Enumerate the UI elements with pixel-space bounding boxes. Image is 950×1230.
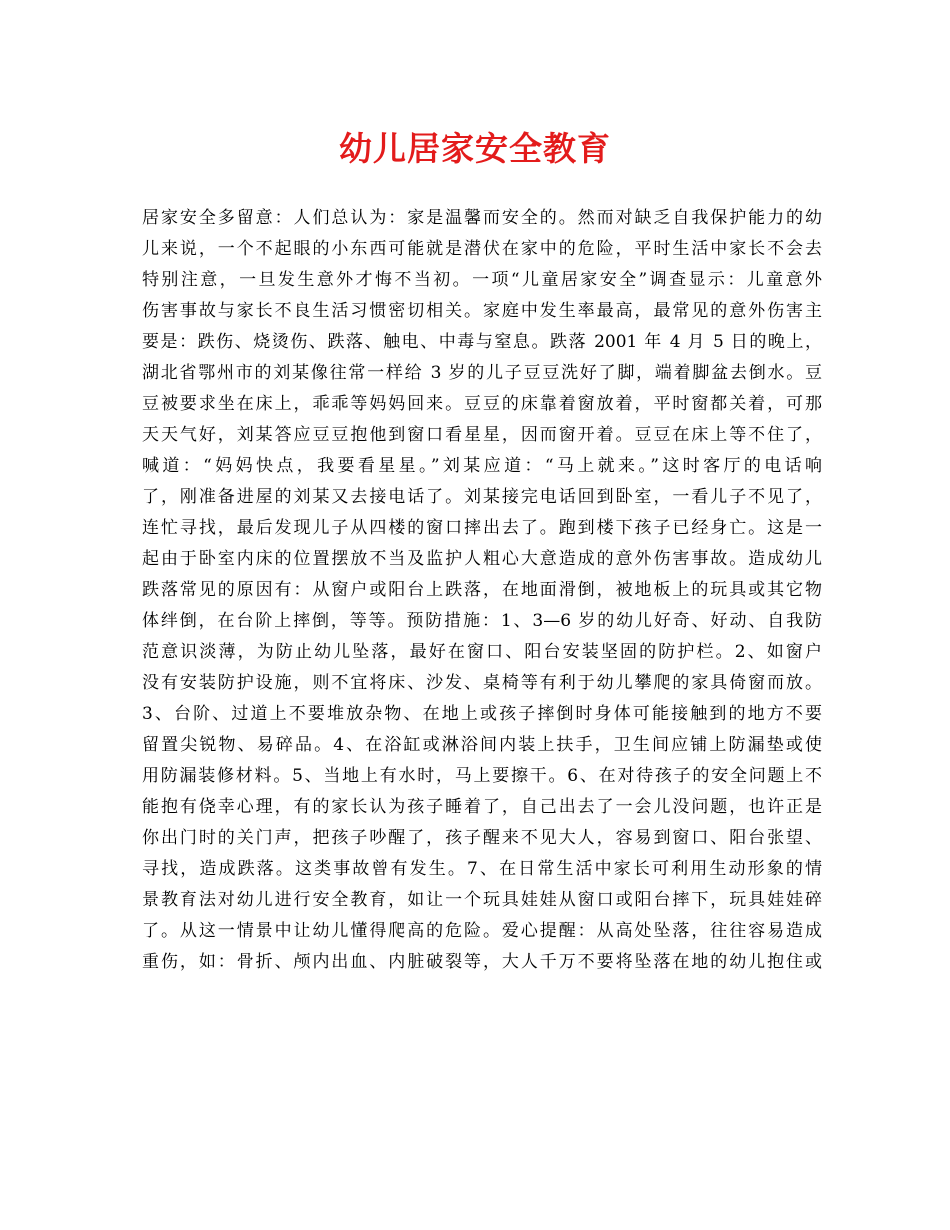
body-line: 起由于卧室内床的位置摆放不当及监护人粗心大意造成的意外伤害事故。造成幼儿 (142, 549, 822, 569)
body-line: 没有安装防护设施，则不宜将床、沙发、桌椅等有利于幼儿攀爬的家具倚窗而放。 (142, 673, 822, 693)
body-line: 寻找，造成跌落。这类事故曾有发生。7、在日常生活中家长可利用生动形象的情 (142, 859, 822, 879)
body-line: 儿来说，一个不起眼的小东西可能就是潜伏在家中的危险，平时生活中家长不会去 (142, 239, 822, 259)
body-line: 豆被要求坐在床上，乖乖等妈妈回来。豆豆的床靠着窗放着，平时窗都关着，可那 (142, 394, 822, 414)
body-line: 伤害事故与家长不良生活习惯密切相关。家庭中发生率最高，最常见的意外伤害主 (142, 301, 822, 321)
body-line: 体绊倒，在台阶上摔倒，等等。预防措施：1、3—6 岁的幼儿好奇、好动、自我防 (142, 611, 822, 631)
body-line: 湖北省鄂州市的刘某像往常一样给 3 岁的儿子豆豆洗好了脚，端着脚盆去倒水。豆 (142, 363, 822, 383)
body-line: 景教育法对幼儿进行安全教育，如让一个玩具娃娃从窗口或阳台摔下，玩具娃娃碎 (142, 890, 822, 910)
body-line: 能抱有侥幸心理，有的家长认为孩子睡着了，自己出去了一会儿没问题，也许正是 (142, 797, 822, 817)
body-line: 3、台阶、过道上不要堆放杂物、在地上或孩子摔倒时身体可能接触到的地方不要 (142, 704, 822, 724)
body-line: 喊道：“妈妈快点，我要看星星。”刘某应道：“马上就来。”这时客厅的电话响 (142, 456, 822, 476)
body-line: 了，刚准备进屋的刘某又去接电话了。刘某接完电话回到卧室，一看儿子不见了， (142, 487, 822, 507)
body-line: 留置尖锐物、易碎品。4、在浴缸或淋浴间内装上扶手，卫生间应铺上防漏垫或使 (142, 735, 822, 755)
body-line: 连忙寻找，最后发现儿子从四楼的窗口摔出去了。跑到楼下孩子已经身亡。这是一 (142, 518, 822, 538)
body-line: 要是：跌伤、烧烫伤、跌落、触电、中毒与窒息。跌落 2001 年 4 月 5 日的晚上， (142, 332, 822, 352)
document-title: 幼儿居家安全教育 (339, 129, 611, 168)
body-line: 用防漏装修材料。5、当地上有水时，马上要擦干。6、在对待孩子的安全问题上不 (142, 766, 822, 786)
body-line: 范意识淡薄，为防止幼儿坠落，最好在窗口、阳台安装坚固的防护栏。2、如窗户 (142, 642, 822, 662)
body-line: 特别注意，一旦发生意外才悔不当初。一项“儿童居家安全”调查显示：儿童意外 (142, 270, 822, 290)
body-line: 天天气好，刘某答应豆豆抱他到窗口看星星，因而窗开着。豆豆在床上等不住了， (142, 425, 822, 445)
body-line: 了。从这一情景中让幼儿懂得爬高的危险。爱心提醒：从高处坠落，往往容易造成 (142, 921, 822, 941)
body-line: 重伤，如：骨折、颅内出血、内脏破裂等，大人千万不要将坠落在地的幼儿抱住或 (142, 952, 822, 972)
body-line: 居家安全多留意：人们总认为：家是温馨而安全的。然而对缺乏自我保护能力的幼 (142, 208, 822, 228)
body-line: 你出门时的关门声，把孩子吵醒了，孩子醒来不见大人，容易到窗口、阳台张望、 (142, 828, 822, 848)
body-line: 跌落常见的原因有：从窗户或阳台上跌落，在地面滑倒，被地板上的玩具或其它物 (142, 580, 822, 600)
document-body (142, 203, 822, 978)
